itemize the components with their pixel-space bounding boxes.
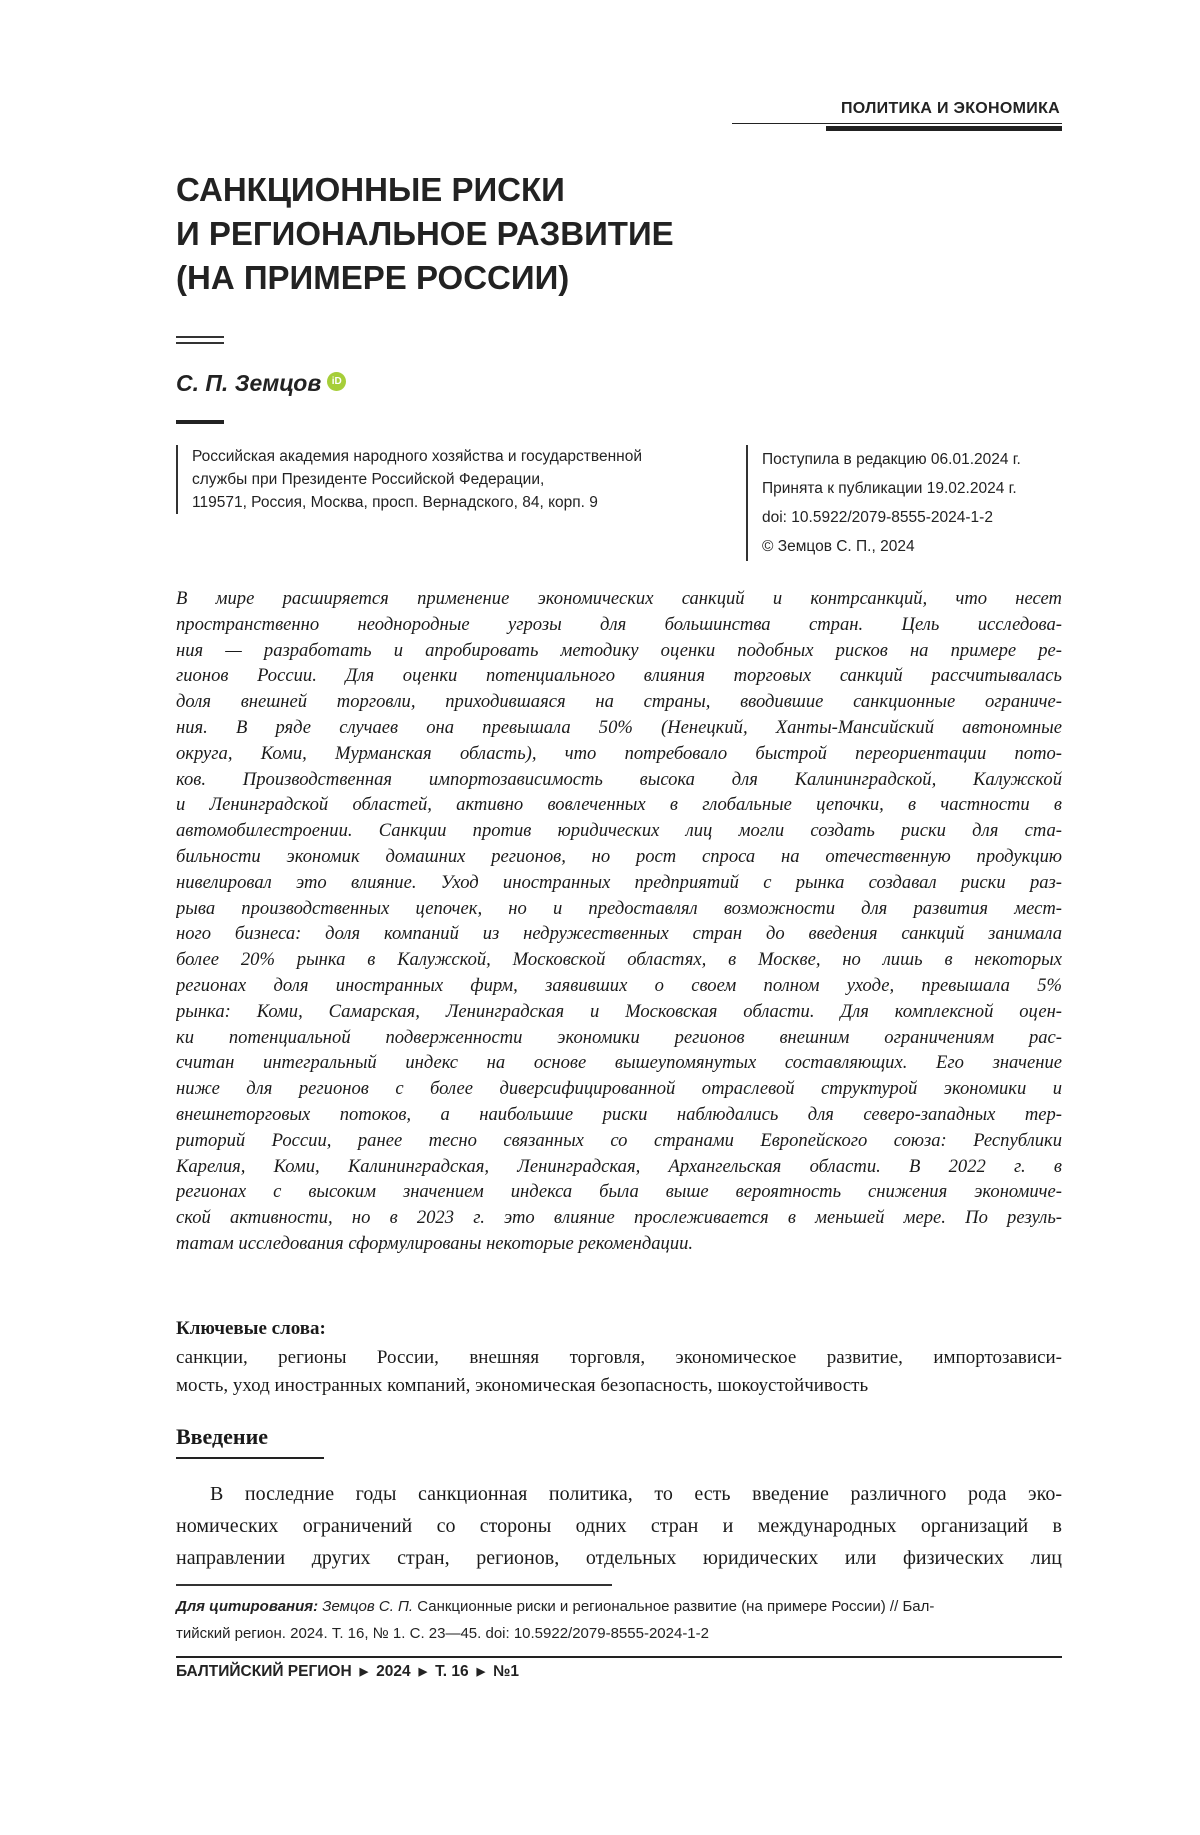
citation-text: Санкционные риски и региональное развитие (на примере России) // Бал- [413, 1598, 935, 1615]
abstract-line: ской активности, но в 2023 г. это влияние прослеживается в меньшей мере. По резуль- [176, 1207, 1062, 1229]
body-line: направлении других стран, регионов, отдельных юридических или физических лиц [176, 1547, 1062, 1569]
author-divider [176, 420, 224, 424]
body-line: номических ограничений со стороны одних стран и международных организаций в [176, 1515, 1062, 1537]
rubric-rule-thick [826, 126, 1062, 131]
affiliation-block [176, 445, 732, 514]
received-date: Поступила в редакцию 06.01.2024 г. [762, 451, 1021, 468]
triangle-separator-icon: ▶ [476, 1666, 486, 1678]
abstract-line: доля внешней торговли, приходившаяся на страны, вводившие санкционные ограниче- [176, 691, 1062, 713]
section-rubric: ПОЛИТИКА И ЭКОНОМИКА [841, 100, 1060, 117]
abstract-line: рыва производственных цепочек, но и предоставлял возможности для развития мест- [176, 897, 1062, 919]
title-line: САНКЦИОННЫЕ РИСКИ [176, 171, 565, 208]
journal-issue: №1 [493, 1663, 520, 1680]
abstract-line: риторий России, ранее тесно связанных со странами Европейского союза: Республики [176, 1129, 1062, 1151]
citation-footnote [176, 1593, 1062, 1647]
journal-year: 2024 [376, 1663, 411, 1680]
abstract [176, 586, 1062, 1257]
abstract-line: гионов России. Для оценки потенциального влияния торговых санкций рассчитывалась [176, 665, 1062, 687]
accepted-date: Принята к публикации 19.02.2024 г. [762, 480, 1017, 497]
abstract-line: регионах с высоким значением индекса была выше вероятность снижения экономиче- [176, 1181, 1062, 1203]
citation-label: Для цитирования: [176, 1598, 319, 1615]
title-line: И РЕГИОНАЛЬНОЕ РАЗВИТИЕ [176, 215, 674, 252]
keywords-heading: Ключевые слова: [176, 1318, 326, 1339]
footnote-rule [176, 1584, 612, 1586]
abstract-line: ков. Производственная импортозависимость высока для Калининградской, Калужской [176, 768, 1062, 790]
title-divider [176, 336, 224, 344]
triangle-separator-icon: ▶ [359, 1666, 369, 1678]
footer-rule [176, 1656, 1062, 1658]
body-line: В последние годы санкционная политика, то есть введение различного рода эко- [210, 1483, 1062, 1505]
abstract-line: округа, Коми, Мурманская область), что потребовало быстрой переориентации пото- [176, 742, 1062, 764]
title-line: (НА ПРИМЕРЕ РОССИИ) [176, 259, 570, 296]
section-heading-introduction: Введение [176, 1424, 269, 1449]
affiliation-line: службы при Президенте Российской Федерации, [192, 471, 545, 488]
abstract-line: более 20% рынка в Калужской, Московской областях, в Москве, но лишь в некоторых [176, 949, 1062, 971]
citation-author: Земцов С. П. [322, 1598, 414, 1615]
doi[interactable]: doi: 10.5922/2079-8555-2024-1-2 [762, 509, 993, 526]
introduction-text [176, 1478, 1062, 1574]
author-name [176, 370, 346, 397]
abstract-line: регионах доля иностранных фирм, заявивших о своем полном уходе, превышала 5% [176, 974, 1062, 996]
publication-info [746, 445, 1092, 561]
abstract-line: считан интегральный индекс на основе вышеупомянутых составляющих. Его значение [176, 1052, 1062, 1074]
journal-volume: Т. 16 [435, 1663, 469, 1680]
abstract-line: ного бизнеса: доля компаний из недружественных стран до введения санкций занимала [176, 923, 1062, 945]
abstract-line: Карелия, Коми, Калининградская, Ленинградская, Архангельская области. В 2022 г. в [176, 1155, 1062, 1177]
copyright: © Земцов С. П., 2024 [762, 538, 915, 555]
affiliation-line: 119571, Россия, Москва, просп. Вернадского, 84, корп. 9 [192, 494, 598, 511]
abstract-line: внешнеторговых потоков, а наибольшие риски наблюдались для северо-западных тер- [176, 1103, 1062, 1125]
keywords-line: санкции, регионы России, внешняя торговля, экономическое развитие, импортозависи- [176, 1347, 1062, 1368]
keywords-list [176, 1344, 1062, 1400]
abstract-line: и Ленинградской областей, активно вовлеченных в глобальные цепочки, в частности в [176, 794, 1062, 816]
abstract-line: В мире расширяется применение экономических санкций и контрсанкций, что несет [176, 588, 1062, 609]
abstract-line: бильности экономик домашних регионов, но рост спроса на отечественную продукцию [176, 845, 1062, 867]
citation-line-1 [176, 1593, 1062, 1620]
abstract-line: рынка: Коми, Самарская, Ленинградская и Московская области. Для комплексной оцен- [176, 1000, 1062, 1022]
abstract-line: ниже для регионов с более диверсифицированной отраслевой структурой экономики и [176, 1078, 1062, 1100]
author-name-text: С. П. Земцов [176, 370, 322, 396]
abstract-line: ки потенциальной подверженности экономики регионов внешним ограничениям рас- [176, 1026, 1062, 1048]
citation-line-2: тийский регион. 2024. Т. 16, № 1. С. 23—45. doi: 10.5922/2079-8555-2024-1-2 [176, 1625, 709, 1642]
journal-name: БАЛТИЙСКИЙ РЕГИОН [176, 1663, 352, 1680]
section-heading-underline [176, 1457, 324, 1459]
running-footer [176, 1663, 519, 1681]
article-title [176, 168, 976, 300]
orcid-icon[interactable]: iD [327, 372, 346, 391]
abstract-line: автомобилестроении. Санкции против юридических лиц могли создать риски для ста- [176, 820, 1062, 842]
abstract-line: пространственно неоднородные угрозы для большинства стран. Цель исследова- [176, 613, 1062, 635]
abstract-line: ния. В ряде случаев она превышала 50% (Ненецкий, Ханты-Мансийский автономные [176, 716, 1062, 738]
abstract-line: ния — разработать и апробировать методику оценки подобных рисков на примере ре- [176, 639, 1062, 661]
rubric-rule [732, 123, 1062, 124]
keywords-line: мость, уход иностранных компаний, экономическая безопасность, шокоустойчивость [176, 1375, 869, 1396]
abstract-line: татам исследования сформулированы некоторые рекомендации. [176, 1232, 694, 1254]
affiliation-line: Российская академия народного хозяйства и государственной [192, 448, 642, 465]
triangle-separator-icon: ▶ [418, 1666, 428, 1678]
abstract-line: нивелировал это влияние. Уход иностранных предприятий с рынка создавал риски раз- [176, 871, 1062, 893]
